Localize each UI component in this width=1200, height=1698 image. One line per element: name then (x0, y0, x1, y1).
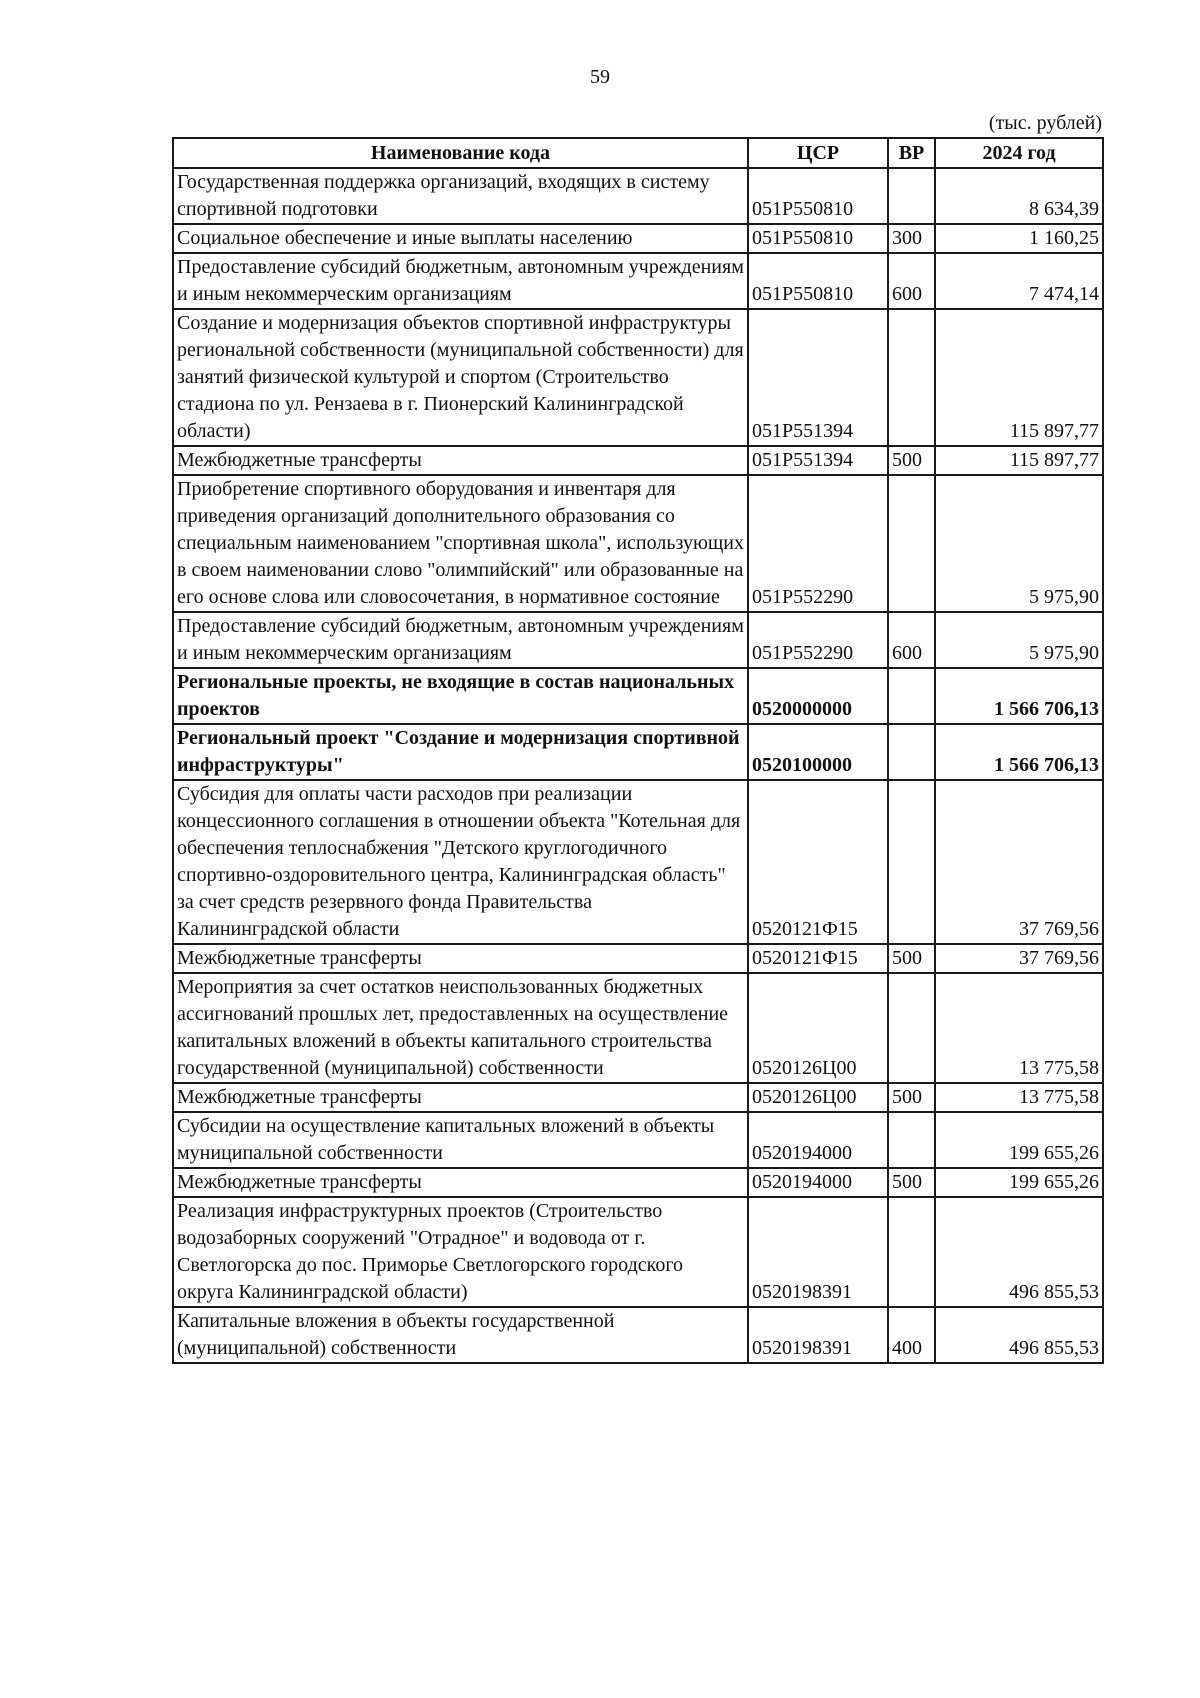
cell-amount: 5 975,90 (935, 475, 1103, 612)
cell-csr: 0520198391 (748, 1197, 888, 1307)
cell-vr (888, 1197, 935, 1307)
cell-amount: 199 655,26 (935, 1112, 1103, 1168)
table-row (173, 309, 1103, 446)
budget-table (172, 137, 1104, 1364)
cell-name: Межбюджетные трансферты (173, 1168, 748, 1197)
table-row (173, 1112, 1103, 1168)
cell-amount: 496 855,53 (935, 1307, 1103, 1363)
cell-name: Субсидия для оплаты части расходов при реализации концессионного соглашения в отношении объекта "Котельная для обеспечения теплоснабжения "Детского круглогодичного спортивно-оздоровительного центра, Калининградская область" за счет средств резервного фонда Правительства Калининградской области (173, 780, 748, 944)
table-row (173, 944, 1103, 973)
table-row (173, 612, 1103, 668)
table-row (173, 224, 1103, 253)
cell-name: Субсидии на осуществление капитальных вложений в объекты муниципальной собственности (173, 1112, 748, 1168)
cell-vr: 500 (888, 944, 935, 973)
cell-vr: 500 (888, 1168, 935, 1197)
cell-csr: 051Р551394 (748, 446, 888, 475)
cell-amount: 1 566 706,13 (935, 724, 1103, 780)
table-row (173, 1168, 1103, 1197)
header-csr: ЦСР (748, 138, 888, 168)
cell-vr (888, 780, 935, 944)
cell-name: Приобретение спортивного оборудования и инвентаря для приведения организаций дополнительного образования со специальным наименованием "спортивная школа", использующих в своем наименовании слово "олимпийский" или образованные на его основе слова или словосочетания, в нормативное состояние (173, 475, 748, 612)
cell-vr (888, 1112, 935, 1168)
cell-csr: 0520194000 (748, 1112, 888, 1168)
cell-csr: 051Р550810 (748, 224, 888, 253)
cell-csr: 0520194000 (748, 1168, 888, 1197)
header-amount: 2024 год (935, 138, 1103, 168)
table-row (173, 253, 1103, 309)
page-number: 59 (590, 66, 610, 88)
cell-amount: 496 855,53 (935, 1197, 1103, 1307)
cell-amount: 115 897,77 (935, 309, 1103, 446)
cell-csr: 0520126Ц00 (748, 1083, 888, 1112)
cell-name: Социальное обеспечение и иные выплаты населению (173, 224, 748, 253)
table-header-row (173, 138, 1103, 168)
header-vr: ВР (888, 138, 935, 168)
cell-csr: 0520126Ц00 (748, 973, 888, 1083)
table-row (173, 973, 1103, 1083)
table-row (173, 724, 1103, 780)
cell-csr: 051Р552290 (748, 475, 888, 612)
cell-amount: 7 474,14 (935, 253, 1103, 309)
cell-amount: 37 769,56 (935, 780, 1103, 944)
cell-name: Региональные проекты, не входящие в состав национальных проектов (173, 668, 748, 724)
header-name: Наименование кода (173, 138, 748, 168)
cell-csr: 0520121Ф15 (748, 780, 888, 944)
cell-csr: 0520100000 (748, 724, 888, 780)
cell-csr: 051Р550810 (748, 168, 888, 224)
cell-vr (888, 309, 935, 446)
cell-csr: 051Р552290 (748, 612, 888, 668)
cell-vr: 600 (888, 612, 935, 668)
table-row (173, 668, 1103, 724)
cell-name: Межбюджетные трансферты (173, 1083, 748, 1112)
cell-name: Капитальные вложения в объекты государственной (муниципальной) собственности (173, 1307, 748, 1363)
cell-vr (888, 168, 935, 224)
cell-amount: 37 769,56 (935, 944, 1103, 973)
cell-vr (888, 668, 935, 724)
cell-vr: 300 (888, 224, 935, 253)
cell-vr: 500 (888, 1083, 935, 1112)
table-row (173, 446, 1103, 475)
cell-amount: 115 897,77 (935, 446, 1103, 475)
cell-amount: 199 655,26 (935, 1168, 1103, 1197)
cell-amount: 1 160,25 (935, 224, 1103, 253)
table-row (173, 1197, 1103, 1307)
table-row (173, 475, 1103, 612)
cell-amount: 5 975,90 (935, 612, 1103, 668)
cell-vr (888, 475, 935, 612)
cell-name: Межбюджетные трансферты (173, 446, 748, 475)
table-row (173, 168, 1103, 224)
cell-csr: 051Р551394 (748, 309, 888, 446)
cell-name: Создание и модернизация объектов спортивной инфраструктуры региональной собственности (муниципальной собственности) для занятий физической культурой и спортом (Строительство стадиона по ул. Рензаева в г. Пионерский Калининградской области) (173, 309, 748, 446)
cell-name: Мероприятия за счет остатков неиспользованных бюджетных ассигнований прошлых лет, предоставленных на осуществление капитальных вложений в объекты капитального строительства государственной (муниципальной) собственности (173, 973, 748, 1083)
table-body (173, 168, 1103, 1363)
cell-name: Предоставление субсидий бюджетным, автономным учреждениям и иным некоммерческим организациям (173, 253, 748, 309)
cell-csr: 0520198391 (748, 1307, 888, 1363)
cell-vr: 600 (888, 253, 935, 309)
cell-csr: 051Р550810 (748, 253, 888, 309)
cell-name: Межбюджетные трансферты (173, 944, 748, 973)
cell-vr: 500 (888, 446, 935, 475)
cell-csr: 0520000000 (748, 668, 888, 724)
cell-name: Государственная поддержка организаций, входящих в систему спортивной подготовки (173, 168, 748, 224)
table-row (173, 1083, 1103, 1112)
table-row (173, 780, 1103, 944)
units-note: (тыс. рублей) (988, 112, 1102, 134)
table-row (173, 1307, 1103, 1363)
cell-name: Реализация инфраструктурных проектов (Строительство водозаборных сооружений "Отрадное" и водовода от г. Светлогорска до пос. Приморье Светлогорского городского округа Калининградской области) (173, 1197, 748, 1307)
cell-vr: 400 (888, 1307, 935, 1363)
cell-amount: 13 775,58 (935, 1083, 1103, 1112)
cell-amount: 8 634,39 (935, 168, 1103, 224)
cell-csr: 0520121Ф15 (748, 944, 888, 973)
cell-name: Региональный проект "Создание и модернизация спортивной инфраструктуры" (173, 724, 748, 780)
cell-amount: 1 566 706,13 (935, 668, 1103, 724)
cell-vr (888, 973, 935, 1083)
cell-name: Предоставление субсидий бюджетным, автономным учреждениям и иным некоммерческим организациям (173, 612, 748, 668)
cell-vr (888, 724, 935, 780)
cell-amount: 13 775,58 (935, 973, 1103, 1083)
